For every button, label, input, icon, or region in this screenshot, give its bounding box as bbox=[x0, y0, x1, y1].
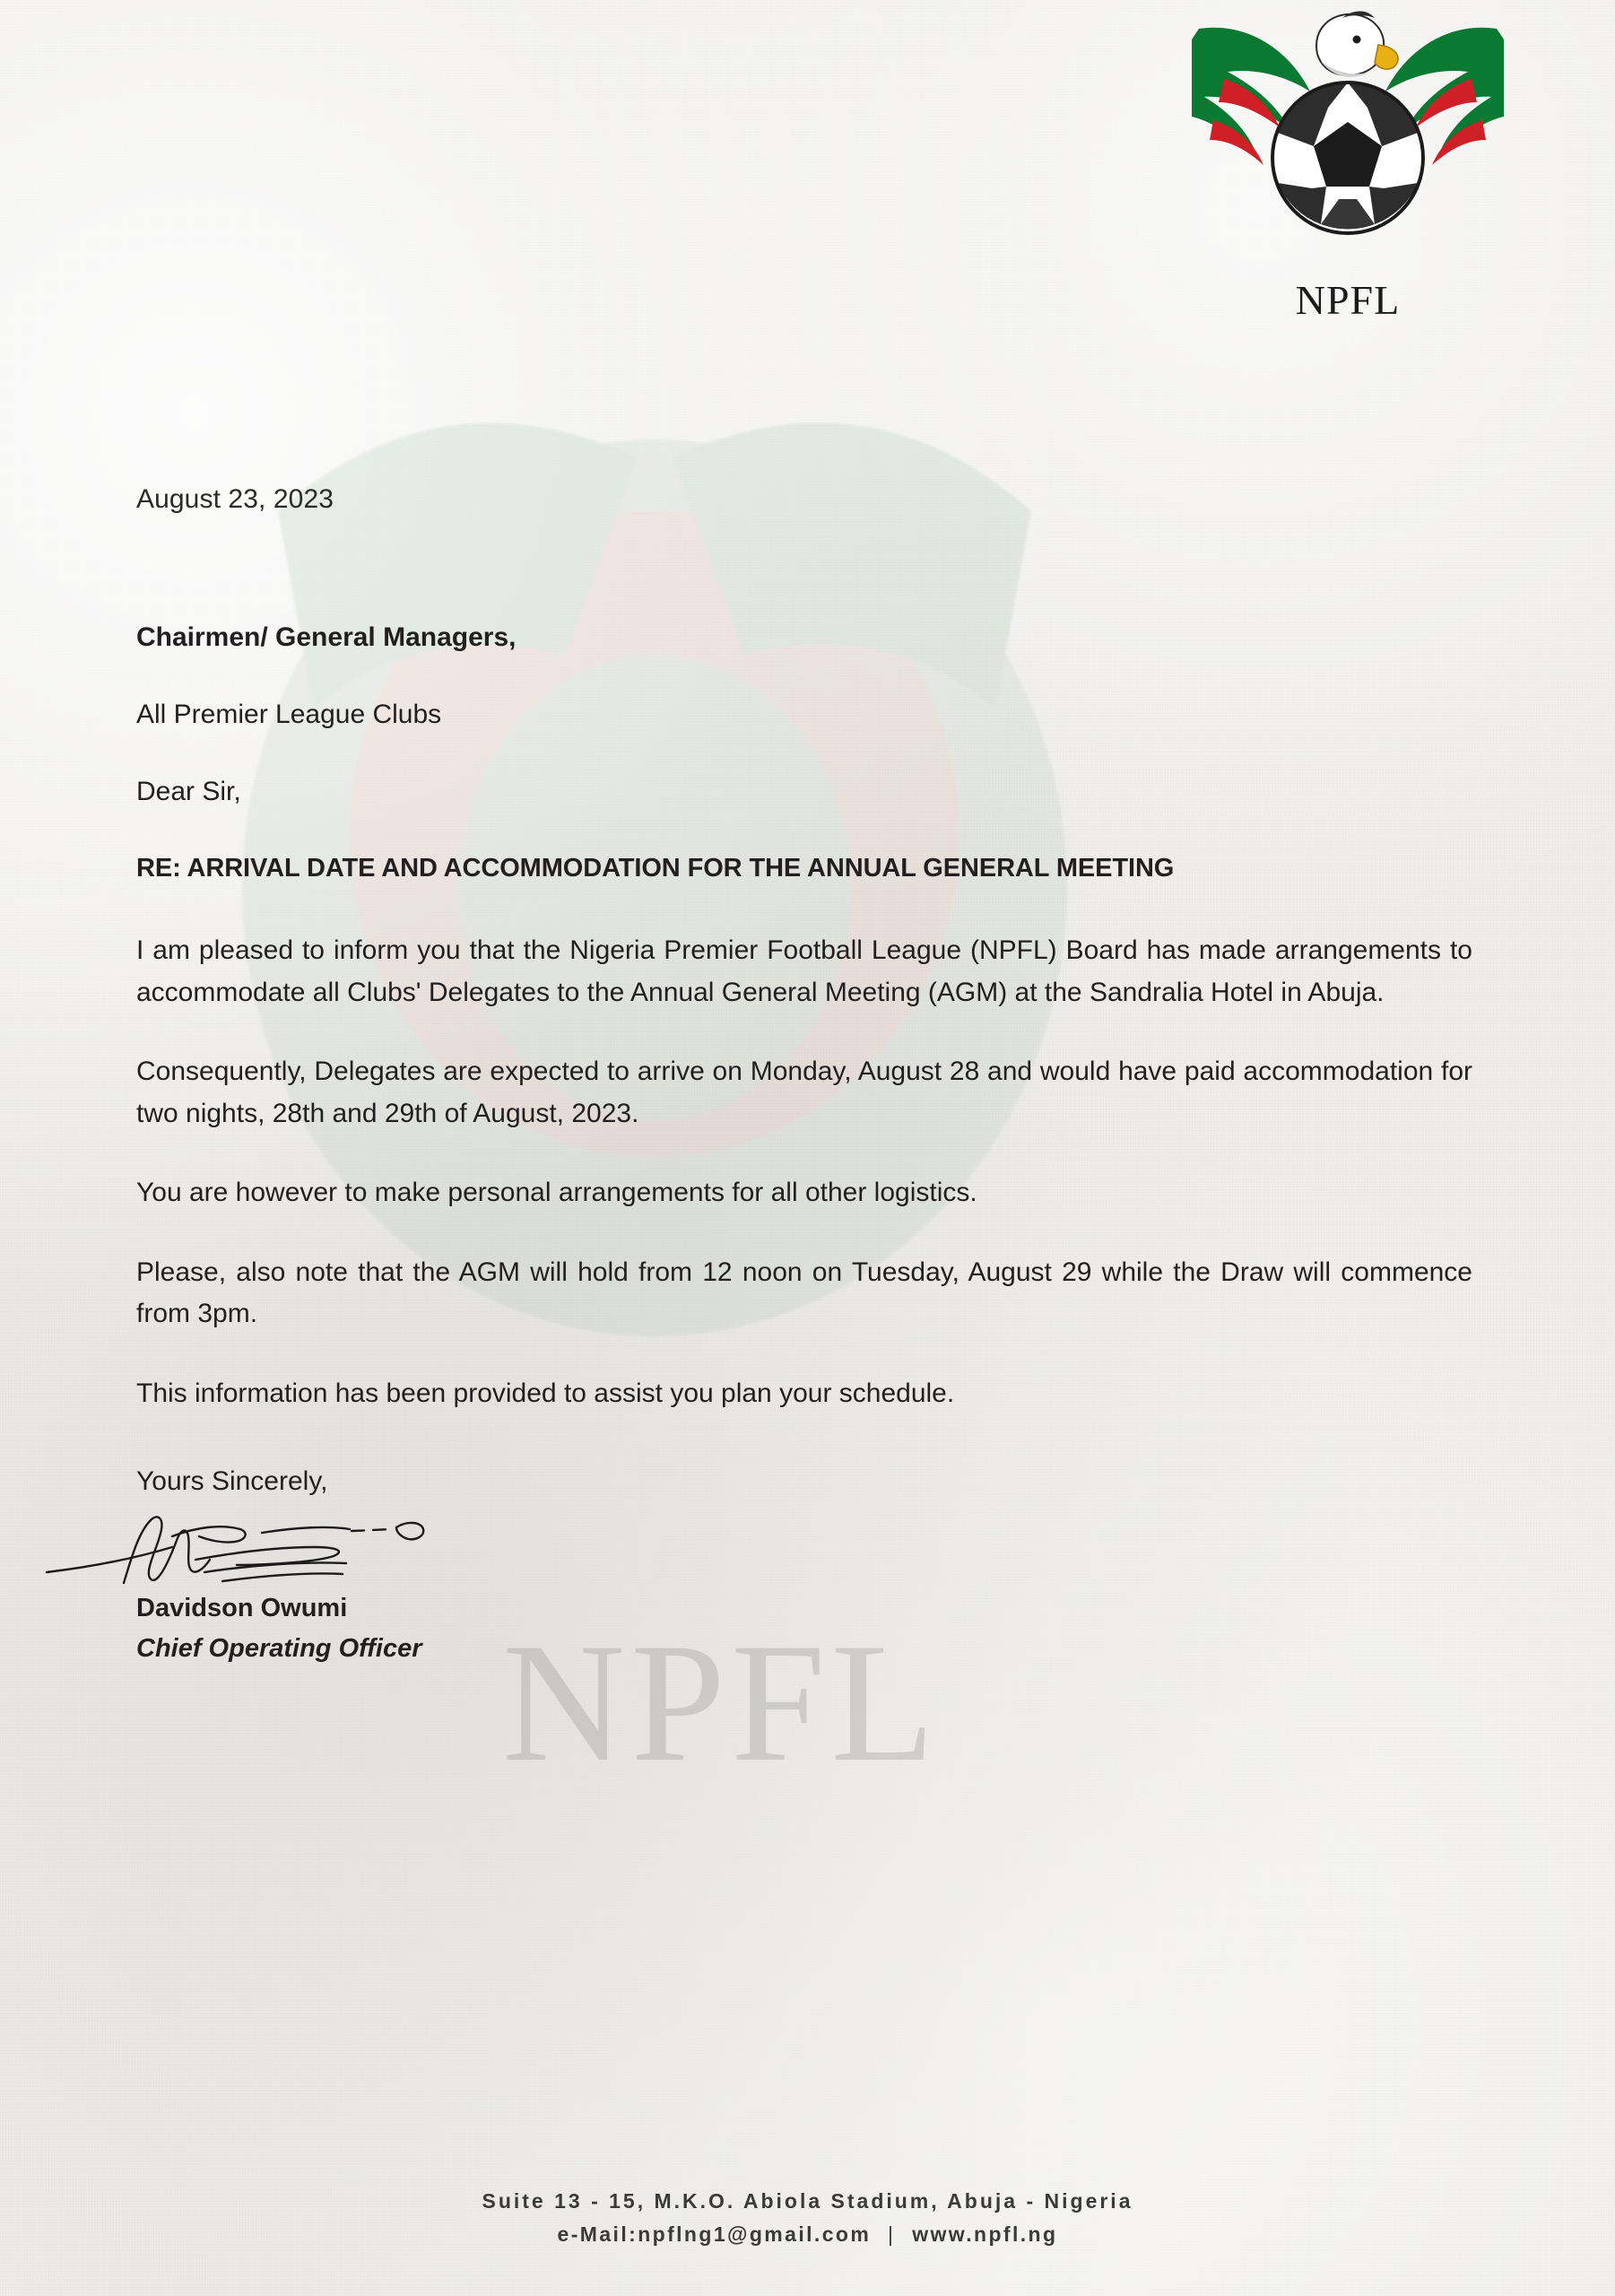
letter-salutation: Dear Sir, bbox=[136, 777, 241, 806]
footer-contact bbox=[0, 2222, 1615, 2247]
footer-website: www.npfl.ng bbox=[912, 2222, 1058, 2246]
npfl-crest-icon bbox=[1186, 7, 1509, 276]
letter-paragraph: You are however to make personal arrangements for all other logistics. bbox=[136, 1178, 977, 1207]
letterhead-logo bbox=[1186, 7, 1509, 357]
letter-date: August 23, 2023 bbox=[136, 484, 334, 514]
letter-subject: RE: ARRIVAL DATE AND ACCOMMODATION FOR THE ANNUAL GENERAL MEETING bbox=[136, 854, 1175, 883]
page-watermark: NPFL bbox=[502, 1609, 941, 1797]
letter-paragraph: I am pleased to inform you that the Nigeria Premier Football League (NPFL) Board has made arrangements to accommodate all Clubs' Delegates to the Annual General Meeting (AGM) at the Sandralia Hotel in Abuja. bbox=[136, 935, 1472, 1007]
signature-block bbox=[38, 1506, 683, 1605]
letter-paragraph: This information has been provided to assist you plan your schedule. bbox=[136, 1378, 955, 1408]
letter-paragraph: Please, also note that the AGM will hold from 12 noon on Tuesday, August 29 while the Draw will commence from 3pm. bbox=[136, 1257, 1472, 1328]
letter-body bbox=[136, 484, 1472, 1664]
signature-name: Davidson Owumi bbox=[136, 1594, 348, 1622]
letter-addressee: Chairmen/ General Managers, bbox=[136, 622, 517, 652]
handwritten-signature-icon bbox=[38, 1506, 683, 1605]
footer-separator: | bbox=[888, 2222, 896, 2246]
letter-footer bbox=[0, 2189, 1615, 2247]
footer-address: Suite 13 - 15, M.K.O. Abiola Stadium, Abuja - Nigeria bbox=[482, 2189, 1133, 2213]
letter-closing: Yours Sincerely, bbox=[136, 1466, 328, 1496]
letterhead-logo-text: NPFL bbox=[1295, 277, 1401, 323]
footer-email: e-Mail:npflng1@gmail.com bbox=[557, 2222, 872, 2246]
signature-title: Chief Operating Officer bbox=[136, 1634, 422, 1663]
letter-addressee-org: All Premier League Clubs bbox=[136, 700, 442, 729]
letter-paragraph: Consequently, Delegates are expected to arrive on Monday, August 28 and would have paid accommodation for two nights, 28th and 29th of August, 2023. bbox=[136, 1057, 1472, 1128]
